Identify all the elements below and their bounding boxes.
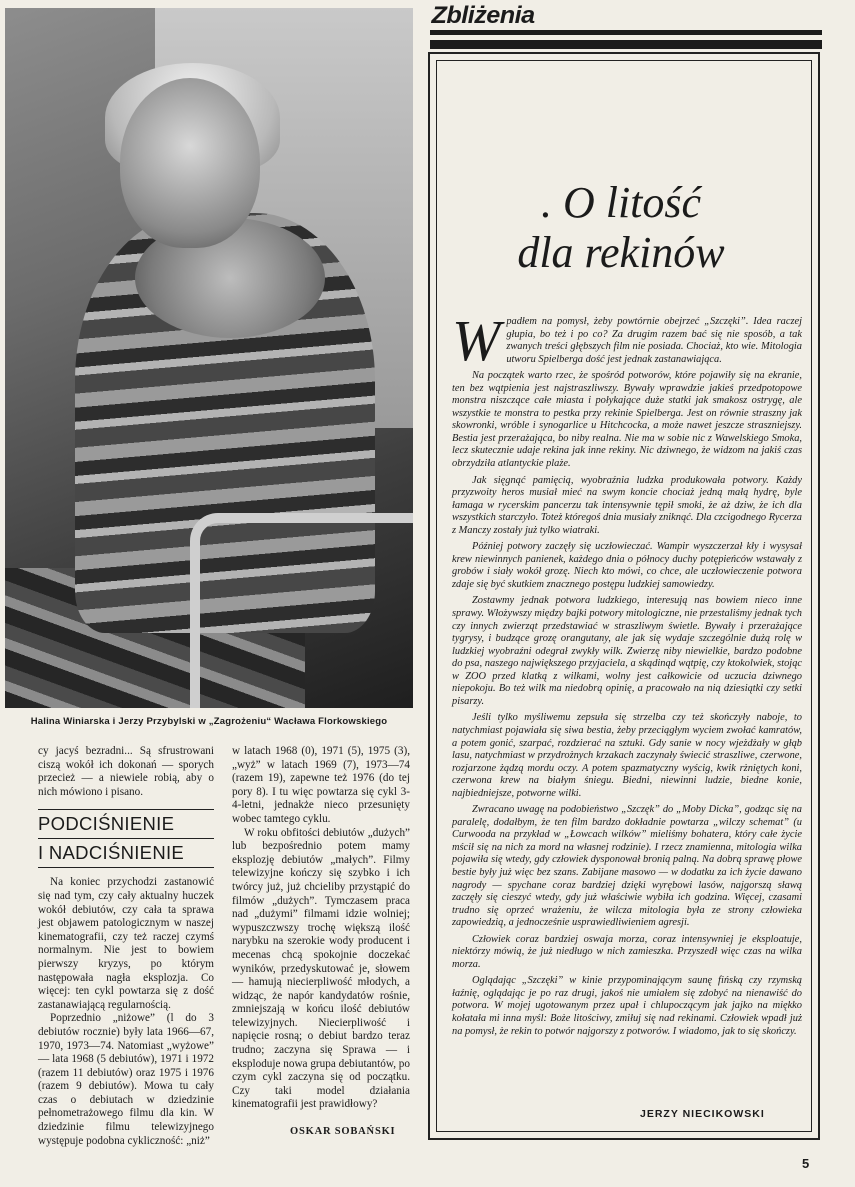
right-article-author: JERZY NIECIKOWSKI: [640, 1108, 765, 1120]
left-article-column-2: [232, 745, 410, 1112]
paragraph: Zwracano uwagę na podobieństwo „Szczęk” do „Moby Dicka”, godząc się na paralelę, dodałbym, że ten film bardzo dokładnie powtarza „wilczy schemat” (u Curwooda na przykład w „Łowcach wilków” mieliśmy bohatera, który całe życie mścił się na nich za mord na własnej rodzinie). I rzecz znamienna, mitologia wilka pojawiła się wtedy, gdy człowiek dysponował bronią palną. Na dobrą sprawę płowe bestie były już więc bez szans. Zabijane masowo — w dodatku za ich życie dawano nagrody — spychane coraz bardziej dzięki wyrębowi lasów, najgorszą sławą zaczęły się cieszyć wtedy, gdy już właściwie wybiła ich godzina. Więcej, czasami trudno się oprzeć wrażeniu, że wilcza mitologia była ze strony człowieka zapowiedzią, a jednocześnie usprawiedliwieniem agresji.: [452, 804, 802, 929]
drop-cap: W: [452, 308, 501, 373]
paragraph: W roku obfitości debiutów „dużych” lub bezpośrednio potem mamy eksplozję debiutów „małych”. Filmy telewizyjne kończy się szybko i ich twórcy już, już chcieliby przystąpić do filmów „dużych”. Tymczasem praca nad „dużymi” filmami idzie wolniej; wypuszczwszy trochę większą ilość narybku na szerokie wody producent i mecenas chcą spokojnie doczekać wyników, przedyskutować je, słowem — hamują niecierpliwość młodych, a widząc, że napór kandydatów rośnie, zmniejszają w końcu ilość debiutów telewizyjnych. Niecierpliwość i napięcie rosną; o debiut bardzo teraz trudno; zaczyna się Sprawa — i eksploduje nowa grupa debiutantów, po czym cykl zaczyna się od początku. Czy taki model działania kinematografii jest prawidłowy?: [232, 826, 410, 1111]
right-article-body: [452, 308, 802, 1042]
paragraph: [452, 308, 802, 373]
masthead-rule: [430, 40, 822, 49]
left-article-column-1: [38, 745, 214, 1148]
paragraph: Oglądając „Szczęki” w kinie przypominającym saunę fińską czy rzymską łaźnię, oglądając je po raz drugi, jakoś nie umiałem się zdobyć na nienawiść do potwora. W mojej ugotowanym przez upał i chlupoczącym jak jajko na miękko kołatała mi inna myśl: Boże litościwy, zmiłuj się nad rekinami. Człowiek wpadł już na pomysł, że rekin to potwór najgorszy z potworów. I wiadomo, jak to się skończy.: [452, 975, 802, 1037]
paragraph: Jeśli tylko myśliwemu zepsuła się strzelba czy też skończyły naboje, to natychmiast pojawiała się siwa bestia, żeby przeciągłym wyciem zwołać kamratów, a potem gonić, szarpać, rozdzierać na sztuki. Gdy sanie w nocy wjeżdżały w głąb lasu, natychmiast w przydrożnych krzakach zaczynały świecić straszliwe, czerwone, rozjarzone żądzą mordu oczy. A potem spazmatyczny wyścig, kwik rżniętych koni, czerwona krew na białym śniegu. Biedni, niewinni ludzie, biedne konie, najbiedniejsze, potworne wilki.: [452, 712, 802, 799]
masthead: Zbliżenia: [431, 2, 535, 29]
title-line: . O litość: [540, 178, 702, 227]
paragraph: Zostawmy jednak potwora ludzkiego, interesują nas bowiem nieco inne sprawy. Włożywszy między bajki potwory mitologiczne, nie przestaliśmy jednak tych czy innych zwierząt przedstawiać w straszliwym świetle. Bywały i przerażające tygrysy, i budzące grozę orangutany, ale jak się wydaje szczególnie dużą rolę w ludzkiej wyobraźni odegrał zwykły wilk. Zwierzę niby niewielkie, bardzo podobne do psa, naszego największego przyjaciela, a skądinąd wątpię, czy ktokolwiek, stojąc w ZOO przed klatką z wilkami, wolny jest całkowicie od uczucia dziwnego niepokoju. Bo też wilk ma niedobrą opinię, a pracowało na nią dziesiątki czy setki pisarzy.: [452, 595, 802, 707]
paragraph-text: padłem na pomysł, żeby powtórnie obejrzeć „Szczęki”. Idea raczej głupia, bo też i po co? Za drugim razem bać się nie sposób, a tak zwanych treści głębszych film nie posiada. Chociaż, kto wie. Mitologia utworu Spielberga dość jest jednak zastanawiająca.: [506, 316, 802, 365]
paragraph: w latach 1968 (0), 1971 (5), 1975 (3), „wyż” w latach 1969 (7), 1973—74 (razem 19), zapewne też 1976 (do tej pory 8). I tu więc powtarza się cykl 3- 4-letni, jednakże nieco przesunięty wobec tamtego cyklu.: [232, 745, 410, 825]
left-article-author: OSKAR SOBAŃSKI: [290, 1126, 396, 1137]
paragraph: Na początek warto rzec, że spośród potworów, które pojawiły się na ekranie, ten bez wątpienia jest najstraszliwszy. Bywały wprawdzie jakieś przedpotopowe monstra niszczące całe miasta i połykające duże statki jak smakosz ostrygę, ale wszystkie te monstra to pestka przy rekinie Spielberga. Jest on równie straszny jak skowronki, wróble i synogarlice u Hitchcocka, a może nawet jeszcze straszniejszy. Bestia jest przerażająca, bo niby realna. Nie ma w sobie nic z Wawelskiego Smoka, lecz skutecznie udaje rekina jak inne rekiny. Nic dziwnego, że widzom na jakiś czas obrzydziła atlantyckie plaże.: [452, 370, 802, 470]
section-heading: [38, 809, 214, 868]
paragraph: Człowiek coraz bardziej oswaja morza, coraz intensywniej je eksploatuje, niektórzy mówią, że już niedługo w nich zamieszka. Przyszedł więc czas na wilka morza.: [452, 933, 802, 970]
photo-caption: Halina Winiarska i Jerzy Przybylski w „Zagrożeniu“ Wacława Florkowskiego: [30, 716, 388, 727]
article-title: [436, 178, 806, 278]
paragraph: Poprzednio „niżowe” (l do 3 debiutów rocznie) były lata 1966—67, 1970, 1973—74. Natomiast „wyżowe” — lata 1968 (5 debiutów), 1971 i 1972 (razem 11 debiutów) oraz 1975 i 1976 (razem 9 debiutów). Mowa tu cały czas o debiutach w dziedzinie pełnometrażowego filmu dla kin. W dziedzinie filmu telewizyjnego występuje podobna cykliczność: „niż”: [38, 1012, 214, 1147]
paragraph: Na koniec przychodzi zastanowić się nad tym, czy cały aktualny huczek wokół debiutów, czy cała ta sprawa jest objawem patologicznym w naszej kinematografii, czy też raczej czymś normalnym. Nie jest to bowiem pierwszy kryzys, po którym następowała nagła eksplozja. Co więcej: ten cykl powtarza się z dość zastanawiającą regularnością.: [38, 876, 214, 1011]
paragraph: Później potwory zaczęły się uczłowieczać. Wampir wyszczerzał kły i wysysał krew niewinnych panienek, każdego dnia o północy duchy potępieńców wstawały z grobów i siały wokół grozę. Niech kto mówi, co chce, ale uczłowieczenie potwora zdaje się być skutkiem znacznego postępu ludzkiej samowiedzy.: [452, 541, 802, 590]
paragraph: Jak sięgnąć pamięcią, wyobraźnia ludzka produkowała potwory. Każdy przyzwoity heros musiał mieć na swym koncie chociaż jedną małą hydrę, byle łamaga w rycerskim pancerzu tak intensywnie tępił smoki, że aż dziw, że ich dla wszystkich starczyło. Toteż któregoś dnia musiały zniknąć. Dla czcigodnego Rycerza z Manczy zostały już tylko wiatraki.: [452, 474, 802, 536]
article-photo: [5, 8, 413, 708]
heading-line: PODCIŚNIENIE: [38, 813, 175, 835]
heading-line: I NADCIŚNIENIE: [38, 838, 214, 867]
masthead-rule: [430, 30, 822, 35]
title-line: dla rekinów: [517, 228, 725, 277]
paragraph: cy jacyś bezradni... Są sfrustrowani ciszą wokół ich dokonań — sporych przecież — a niewiele robią, aby o nich mówiono i pisano.: [38, 745, 214, 798]
page-number: 5: [802, 1156, 810, 1171]
